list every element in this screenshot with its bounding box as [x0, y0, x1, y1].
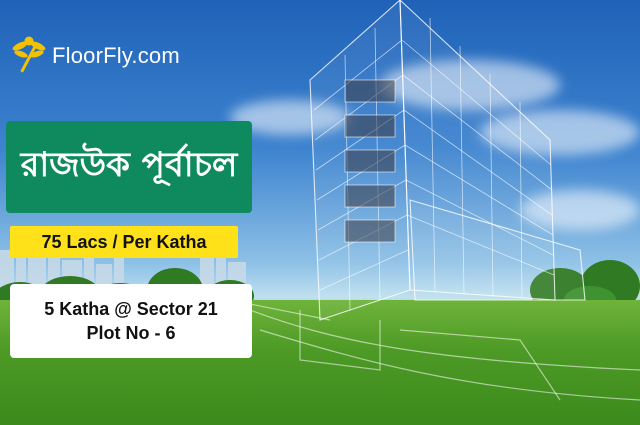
plot-number-text: Plot No - 6 — [86, 323, 176, 343]
brand-name: FloorFly.com — [52, 43, 180, 68]
brand-logo[interactable] — [12, 34, 180, 78]
plot-size-text: 5 Katha @ Sector 21 — [44, 299, 218, 319]
plot-info-card — [10, 284, 252, 358]
building-wireframe — [250, 0, 640, 380]
listing-title: রাজউক পূর্বাচল — [6, 121, 252, 213]
price-badge: 75 Lacs / Per Katha — [10, 226, 238, 258]
dragonfly-icon — [12, 34, 46, 78]
